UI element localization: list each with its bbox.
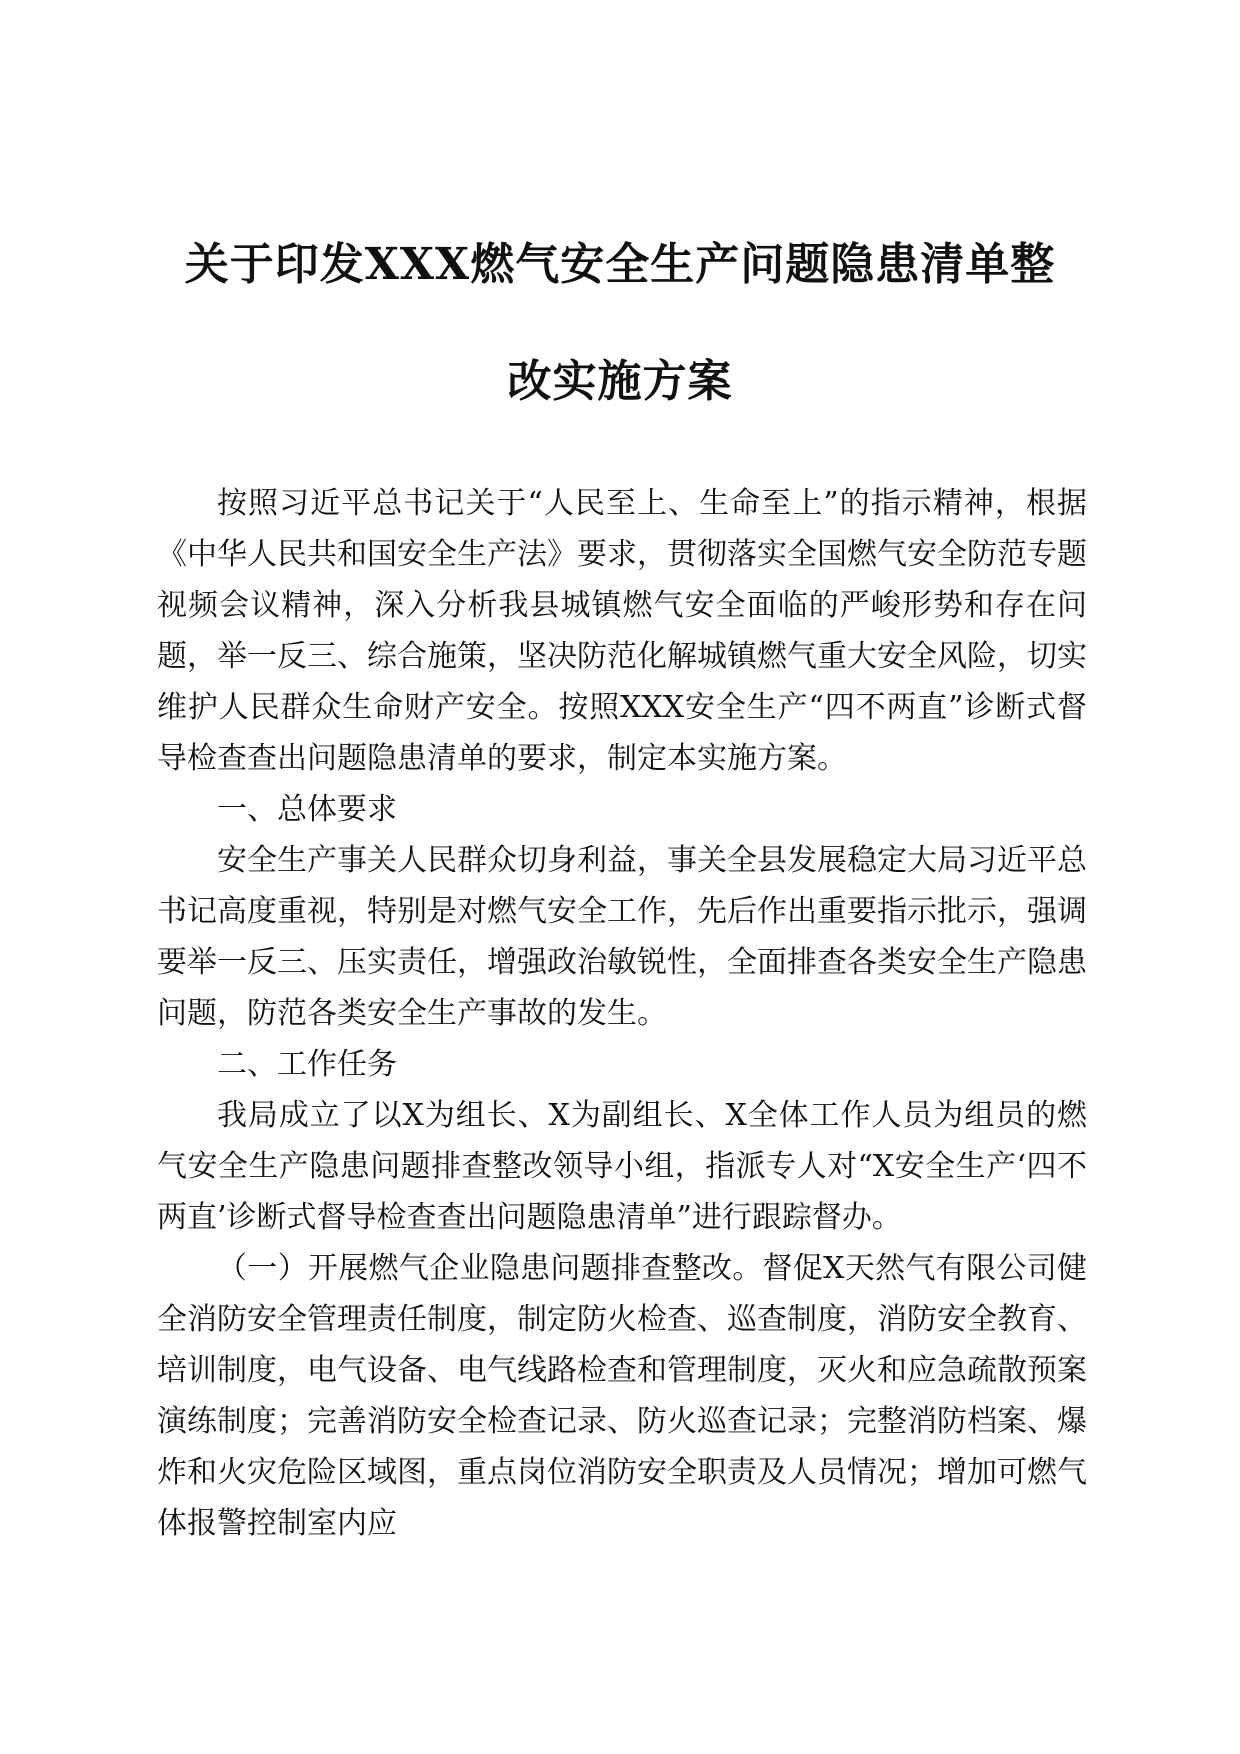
document-title-line-1: 关于印发XXX燃气安全生产问题隐患清单整 <box>184 239 1056 290</box>
task-item-1-paragraph: （一）开展燃气企业隐患问题排查整改。督促X天然气有限公司健全消防安全管理责任制度，制定防火检查、巡查制度，消防安全教育、培训制度，电气设备、电气线路检查和管理制度，灭火和应急疏散预案演练制度；完善消防安全检查记录、防火巡查记录；完整消防档案、爆炸和火灾危险区域图，重点岗位消防安全职责及人员情况；增加可燃气体报警控制室内应 <box>157 1251 1087 1541</box>
document-title-line-2: 改实施方案 <box>507 356 733 407</box>
section-heading-general-requirements: 一、总体要求 <box>217 792 397 827</box>
section-heading-work-tasks: 二、工作任务 <box>217 1047 397 1082</box>
intro-paragraph: 按照习近平总书记关于“人民至上、生命至上”的指示精神，根据《中华人民共和国安全生产法》要求，贯彻落实全国燃气安全防范专题视频会议精神，深入分析我县城镇燃气安全面临的严峻形势和存在问题，举一反三、综合施策，坚决防范化解城镇燃气重大安全风险，切实维护人民群众生命财产安全。按照XXX安全生产“四不两直”诊断式督导检查查出问题隐患清单的要求，制定本实施方案。 <box>157 486 1087 776</box>
document-body <box>157 478 1087 1549</box>
general-requirements-paragraph: 安全生产事关人民群众切身利益，事关全县发展稳定大局习近平总书记高度重视，特别是对燃气安全工作，先后作出重要指示批示，强调要举一反三、压实责任，增强政治敏锐性，全面排查各类安全生产隐患问题，防范各类安全生产事故的发生。 <box>157 843 1087 1031</box>
work-tasks-paragraph: 我局成立了以X为组长、X为副组长、X全体工作人员为组员的燃气安全生产隐患问题排查整改领导小组，指派专人对“X安全生产‘四不两直’诊断式督导检查查出问题隐患清单”进行跟踪督办。 <box>157 1098 1087 1235</box>
